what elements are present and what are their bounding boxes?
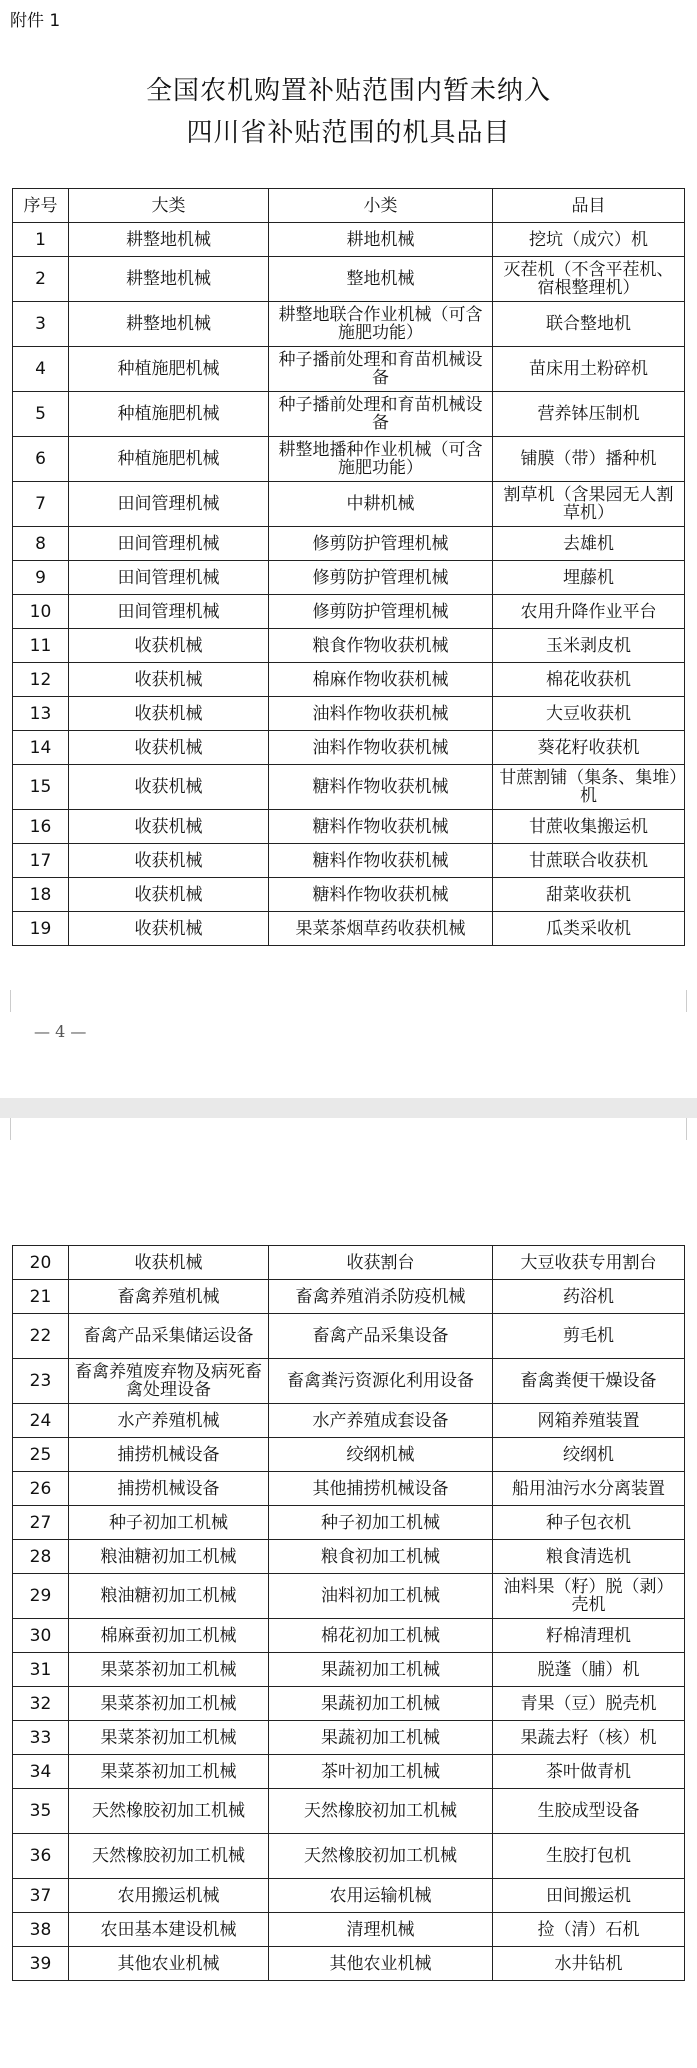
cell-index: 28 <box>13 1540 69 1574</box>
cell-category: 农用搬运机械 <box>69 1879 269 1913</box>
cell-category: 畜禽产品采集储运设备 <box>69 1314 269 1359</box>
cell-item: 甘蔗割铺（集条、集堆）机 <box>493 765 685 810</box>
cell-subcategory: 绞纲机械 <box>269 1438 493 1472</box>
cell-category: 果菜茶初加工机械 <box>69 1721 269 1755</box>
cell-category: 畜禽养殖废弃物及病死畜禽处理设备 <box>69 1359 269 1404</box>
table-row <box>13 731 685 765</box>
cell-category: 田间管理机械 <box>69 561 269 595</box>
cell-item: 油料果（籽）脱（剥）壳机 <box>493 1574 685 1619</box>
cell-index: 34 <box>13 1755 69 1789</box>
cell-index: 11 <box>13 629 69 663</box>
cell-subcategory: 果蔬初加工机械 <box>269 1721 493 1755</box>
cell-category: 收获机械 <box>69 765 269 810</box>
cell-item: 药浴机 <box>493 1280 685 1314</box>
cell-category: 粮油糖初加工机械 <box>69 1574 269 1619</box>
cell-subcategory: 棉麻作物收获机械 <box>269 663 493 697</box>
cell-index: 33 <box>13 1721 69 1755</box>
table-row <box>13 1879 685 1913</box>
cell-index: 12 <box>13 663 69 697</box>
cell-item: 种子包衣机 <box>493 1506 685 1540</box>
cell-subcategory: 整地机械 <box>269 257 493 302</box>
cell-subcategory: 中耕机械 <box>269 482 493 527</box>
title-line-1: 全国农机购置补贴范围内暂未纳入 <box>145 76 551 106</box>
cell-item: 割草机（含果园无人割草机） <box>493 482 685 527</box>
table-row <box>13 1359 685 1404</box>
table-row <box>13 912 685 946</box>
cell-category: 粮油糖初加工机械 <box>69 1540 269 1574</box>
cell-category: 田间管理机械 <box>69 595 269 629</box>
cell-item: 埋藤机 <box>493 561 685 595</box>
cell-subcategory: 畜禽养殖消杀防疫机械 <box>269 1280 493 1314</box>
cell-subcategory: 清理机械 <box>269 1913 493 1947</box>
page-number: — 4 — <box>34 1022 87 1041</box>
cell-index: 17 <box>13 844 69 878</box>
cell-index: 13 <box>13 697 69 731</box>
cell-index: 1 <box>13 223 69 257</box>
cell-index: 32 <box>13 1687 69 1721</box>
table-row <box>13 697 685 731</box>
cell-category: 种植施肥机械 <box>69 347 269 392</box>
table-row <box>13 1913 685 1947</box>
table-row <box>13 810 685 844</box>
cell-index: 18 <box>13 878 69 912</box>
table-row <box>13 1280 685 1314</box>
cell-item: 畜禽粪便干燥设备 <box>493 1359 685 1404</box>
cell-item: 去雄机 <box>493 527 685 561</box>
cell-index: 19 <box>13 912 69 946</box>
cell-item: 生胶打包机 <box>493 1834 685 1879</box>
cell-index: 7 <box>13 482 69 527</box>
table-row <box>13 437 685 482</box>
cell-item: 粮食清选机 <box>493 1540 685 1574</box>
cell-item: 营养钵压制机 <box>493 392 685 437</box>
table-row <box>13 1540 685 1574</box>
attachment-label: 附件 1 <box>10 11 61 31</box>
cell-subcategory: 修剪防护管理机械 <box>269 561 493 595</box>
table-row <box>13 1506 685 1540</box>
cell-category: 农田基本建设机械 <box>69 1913 269 1947</box>
header-category: 大类 <box>69 189 269 223</box>
cell-subcategory: 畜禽产品采集设备 <box>269 1314 493 1359</box>
cell-item: 生胶成型设备 <box>493 1789 685 1834</box>
cell-category: 耕整地机械 <box>69 302 269 347</box>
cell-index: 37 <box>13 1879 69 1913</box>
table-row <box>13 223 685 257</box>
table-row <box>13 1574 685 1619</box>
catalog-table-part-2 <box>12 1245 685 1981</box>
cell-index: 6 <box>13 437 69 482</box>
cell-subcategory: 糖料作物收获机械 <box>269 810 493 844</box>
cell-subcategory: 果蔬初加工机械 <box>269 1653 493 1687</box>
cell-subcategory: 果菜茶烟草药收获机械 <box>269 912 493 946</box>
cell-item: 甘蔗联合收获机 <box>493 844 685 878</box>
cell-item: 绞纲机 <box>493 1438 685 1472</box>
cell-index: 22 <box>13 1314 69 1359</box>
cell-item: 剪毛机 <box>493 1314 685 1359</box>
cell-category: 种子初加工机械 <box>69 1506 269 1540</box>
table-row <box>13 302 685 347</box>
table-row <box>13 527 685 561</box>
cell-index: 35 <box>13 1789 69 1834</box>
table-row <box>13 878 685 912</box>
cell-subcategory: 水产养殖成套设备 <box>269 1404 493 1438</box>
cell-index: 9 <box>13 561 69 595</box>
cell-item: 瓜类采收机 <box>493 912 685 946</box>
cell-category: 天然橡胶初加工机械 <box>69 1834 269 1879</box>
cell-index: 20 <box>13 1246 69 1280</box>
cell-category: 收获机械 <box>69 731 269 765</box>
cell-item: 船用油污水分离装置 <box>493 1472 685 1506</box>
cell-subcategory: 糖料作物收获机械 <box>269 765 493 810</box>
table-row <box>13 1438 685 1472</box>
cell-subcategory: 粮食初加工机械 <box>269 1540 493 1574</box>
table-row <box>13 765 685 810</box>
cell-subcategory: 种子初加工机械 <box>269 1506 493 1540</box>
cell-item: 大豆收获机 <box>493 697 685 731</box>
cell-subcategory: 农用运输机械 <box>269 1879 493 1913</box>
cell-item: 农用升降作业平台 <box>493 595 685 629</box>
cell-index: 3 <box>13 302 69 347</box>
cell-category: 田间管理机械 <box>69 482 269 527</box>
table-row <box>13 1653 685 1687</box>
cell-subcategory: 油料作物收获机械 <box>269 697 493 731</box>
cell-category: 畜禽养殖机械 <box>69 1280 269 1314</box>
table-row <box>13 1834 685 1879</box>
cell-index: 31 <box>13 1653 69 1687</box>
table-row <box>13 1789 685 1834</box>
cell-item: 甜菜收获机 <box>493 878 685 912</box>
cell-category: 收获机械 <box>69 1246 269 1280</box>
cell-subcategory: 果蔬初加工机械 <box>269 1687 493 1721</box>
cell-index: 21 <box>13 1280 69 1314</box>
cell-item: 捡（清）石机 <box>493 1913 685 1947</box>
cell-item: 甘蔗收集搬运机 <box>493 810 685 844</box>
cell-index: 39 <box>13 1947 69 1981</box>
table-row <box>13 347 685 392</box>
crop-mark <box>686 1118 687 1140</box>
cell-category: 收获机械 <box>69 697 269 731</box>
cell-index: 30 <box>13 1619 69 1653</box>
cell-subcategory: 修剪防护管理机械 <box>269 595 493 629</box>
cell-category: 收获机械 <box>69 844 269 878</box>
table-row <box>13 1472 685 1506</box>
cell-subcategory: 耕整地联合作业机械（可含施肥功能） <box>269 302 493 347</box>
table-row <box>13 663 685 697</box>
header-item: 品目 <box>493 189 685 223</box>
cell-subcategory: 粮食作物收获机械 <box>269 629 493 663</box>
header-index: 序号 <box>13 189 69 223</box>
cell-subcategory: 其他农业机械 <box>269 1947 493 1981</box>
cell-item: 挖坑（成穴）机 <box>493 223 685 257</box>
cell-index: 14 <box>13 731 69 765</box>
table-row <box>13 257 685 302</box>
cell-index: 38 <box>13 1913 69 1947</box>
cell-subcategory: 油料初加工机械 <box>269 1574 493 1619</box>
cell-category: 果菜茶初加工机械 <box>69 1687 269 1721</box>
cell-subcategory: 畜禽粪污资源化利用设备 <box>269 1359 493 1404</box>
table-row <box>13 1687 685 1721</box>
crop-mark <box>10 1118 11 1140</box>
table-row <box>13 629 685 663</box>
table-header-row <box>13 189 685 223</box>
table-row <box>13 1755 685 1789</box>
table-row <box>13 1246 685 1280</box>
cell-index: 5 <box>13 392 69 437</box>
cell-category: 收获机械 <box>69 912 269 946</box>
cell-subcategory: 耕整地播种作业机械（可含施肥功能） <box>269 437 493 482</box>
cell-category: 收获机械 <box>69 663 269 697</box>
cell-category: 天然橡胶初加工机械 <box>69 1789 269 1834</box>
cell-subcategory: 其他捕捞机械设备 <box>269 1472 493 1506</box>
cell-item: 葵花籽收获机 <box>493 731 685 765</box>
cell-item: 玉米剥皮机 <box>493 629 685 663</box>
table-row <box>13 1947 685 1981</box>
cell-subcategory: 收获割台 <box>269 1246 493 1280</box>
cell-item: 青果（豆）脱壳机 <box>493 1687 685 1721</box>
cell-subcategory: 天然橡胶初加工机械 <box>269 1789 493 1834</box>
cell-item: 网箱养殖装置 <box>493 1404 685 1438</box>
cell-subcategory: 修剪防护管理机械 <box>269 527 493 561</box>
cell-subcategory: 种子播前处理和育苗机械设备 <box>269 347 493 392</box>
cell-index: 29 <box>13 1574 69 1619</box>
table-row <box>13 1721 685 1755</box>
cell-category: 捕捞机械设备 <box>69 1472 269 1506</box>
cell-index: 10 <box>13 595 69 629</box>
table-row <box>13 1619 685 1653</box>
cell-category: 捕捞机械设备 <box>69 1438 269 1472</box>
cell-category: 种植施肥机械 <box>69 392 269 437</box>
crop-mark <box>686 990 687 1012</box>
cell-item: 田间搬运机 <box>493 1879 685 1913</box>
cell-category: 果菜茶初加工机械 <box>69 1653 269 1687</box>
cell-category: 收获机械 <box>69 878 269 912</box>
cell-subcategory: 耕地机械 <box>269 223 493 257</box>
cell-index: 36 <box>13 1834 69 1879</box>
crop-mark <box>10 990 11 1012</box>
cell-item: 铺膜（带）播种机 <box>493 437 685 482</box>
table-row <box>13 844 685 878</box>
cell-index: 8 <box>13 527 69 561</box>
cell-item: 茶叶做青机 <box>493 1755 685 1789</box>
cell-item: 灭茬机（不含平茬机、宿根整理机） <box>493 257 685 302</box>
title-line-2: 四川省补贴范围的机具品目 <box>186 118 511 148</box>
cell-category: 种植施肥机械 <box>69 437 269 482</box>
table-row <box>13 561 685 595</box>
cell-category: 收获机械 <box>69 810 269 844</box>
cell-category: 耕整地机械 <box>69 257 269 302</box>
cell-subcategory: 糖料作物收获机械 <box>269 844 493 878</box>
table-row <box>13 1404 685 1438</box>
cell-subcategory: 天然橡胶初加工机械 <box>269 1834 493 1879</box>
cell-category: 其他农业机械 <box>69 1947 269 1981</box>
table-row <box>13 392 685 437</box>
cell-subcategory: 茶叶初加工机械 <box>269 1755 493 1789</box>
table-row <box>13 1314 685 1359</box>
cell-index: 15 <box>13 765 69 810</box>
cell-category: 棉麻蚕初加工机械 <box>69 1619 269 1653</box>
cell-item: 籽棉清理机 <box>493 1619 685 1653</box>
cell-index: 26 <box>13 1472 69 1506</box>
cell-subcategory: 种子播前处理和育苗机械设备 <box>269 392 493 437</box>
cell-subcategory: 棉花初加工机械 <box>269 1619 493 1653</box>
cell-index: 23 <box>13 1359 69 1404</box>
table-row <box>13 595 685 629</box>
cell-category: 田间管理机械 <box>69 527 269 561</box>
catalog-table-part-1 <box>12 188 685 946</box>
cell-item: 果蔬去籽（核）机 <box>493 1721 685 1755</box>
table-row <box>13 482 685 527</box>
cell-item: 大豆收获专用割台 <box>493 1246 685 1280</box>
cell-category: 水产养殖机械 <box>69 1404 269 1438</box>
cell-item: 水井钻机 <box>493 1947 685 1981</box>
cell-subcategory: 糖料作物收获机械 <box>269 878 493 912</box>
cell-category: 耕整地机械 <box>69 223 269 257</box>
cell-item: 棉花收获机 <box>493 663 685 697</box>
cell-item: 苗床用土粉碎机 <box>493 347 685 392</box>
cell-item: 联合整地机 <box>493 302 685 347</box>
document-title <box>0 70 697 154</box>
cell-index: 24 <box>13 1404 69 1438</box>
cell-index: 16 <box>13 810 69 844</box>
cell-index: 27 <box>13 1506 69 1540</box>
cell-index: 25 <box>13 1438 69 1472</box>
cell-category: 收获机械 <box>69 629 269 663</box>
cell-category: 果菜茶初加工机械 <box>69 1755 269 1789</box>
cell-index: 4 <box>13 347 69 392</box>
cell-subcategory: 油料作物收获机械 <box>269 731 493 765</box>
cell-index: 2 <box>13 257 69 302</box>
cell-item: 脱蓬（脯）机 <box>493 1653 685 1687</box>
header-subcategory: 小类 <box>269 189 493 223</box>
